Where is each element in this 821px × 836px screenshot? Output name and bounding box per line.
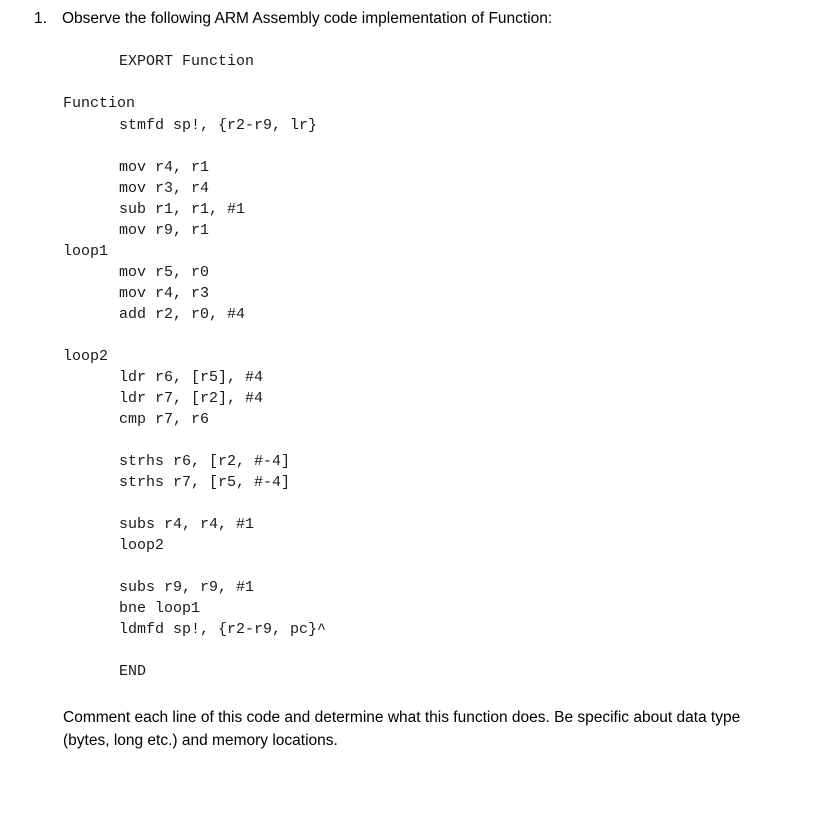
code-line: ldmfd sp!, {r2-r9, pc}^	[119, 621, 327, 638]
question-heading	[34, 9, 552, 29]
code-line: add r2, r0, #4	[119, 306, 246, 323]
code-line: cmp r7, r6	[119, 411, 210, 428]
code-push-line: stmfd sp!, {r2-r9, lr}	[119, 117, 318, 134]
instructions-paragraph: Comment each line of this code and determine what this function does. Be specific about data type (bytes, long etc.) and memory locations.	[63, 709, 741, 749]
code-line: subs r9, r9, #1	[119, 579, 255, 596]
code-line: loop2	[119, 537, 165, 554]
code-line: strhs r6, [r2, #-4]	[119, 453, 291, 470]
code-line: mov r3, r4	[119, 180, 210, 197]
code-line: mov r4, r1	[119, 159, 210, 176]
code-line: mov r9, r1	[119, 222, 210, 239]
code-export-line: EXPORT Function	[119, 53, 255, 70]
code-label-loop1: loop1	[63, 243, 109, 260]
question-number: 1.	[34, 10, 47, 27]
code-line: strhs r7, [r5, #-4]	[119, 474, 291, 491]
question-text: Observe the following ARM Assembly code implementation of Function:	[62, 10, 553, 27]
code-line: mov r5, r0	[119, 264, 210, 281]
code-line: subs r4, r4, #1	[119, 516, 255, 533]
code-line: bne loop1	[119, 600, 201, 617]
code-line: ldr r6, [r5], #4	[119, 369, 264, 386]
code-label-loop2: loop2	[63, 348, 109, 365]
code-label-function: Function	[63, 95, 136, 112]
code-line: sub r1, r1, #1	[119, 201, 246, 218]
code-line: mov r4, r3	[119, 285, 210, 302]
code-end-line: END	[119, 663, 147, 680]
code-line: ldr r7, [r2], #4	[119, 390, 264, 407]
